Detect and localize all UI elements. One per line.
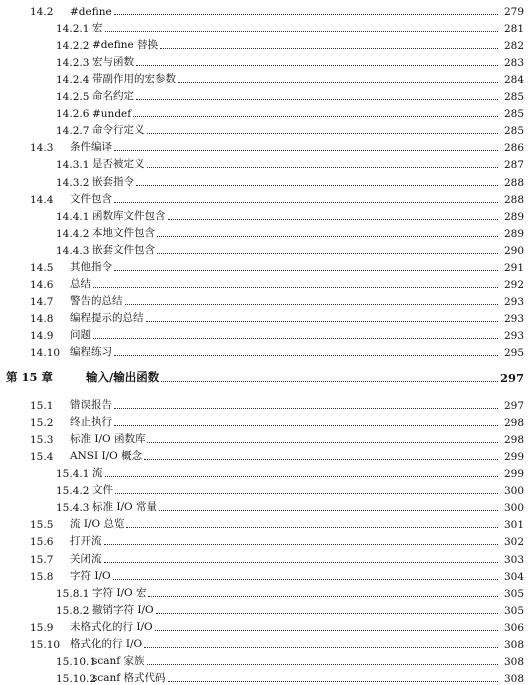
dot-leader (147, 133, 499, 134)
entry-title: 文件包含 (70, 192, 112, 205)
toc-entry (0, 635, 530, 651)
entry-title: 带副作用的宏参数 (92, 73, 176, 86)
entry-page-number: 297 (503, 400, 524, 413)
entry-number: 15.8 (30, 570, 54, 583)
entry-page-number: 287 (503, 159, 524, 172)
entry-number: 14.2 (30, 6, 54, 18)
toc-entry (0, 292, 530, 308)
dot-leader (114, 202, 498, 203)
dot-leader (114, 150, 498, 151)
entry-number: 14.8 (30, 312, 54, 325)
dot-leader (136, 185, 498, 186)
entry-title: 字符 I/O (70, 569, 111, 582)
entry-title: 标准 I/O 函数库 (70, 433, 146, 446)
toc-entry (0, 53, 530, 69)
entry-number: 15.9 (30, 621, 54, 634)
entry-number: 14.2.2 (56, 40, 90, 53)
entry-title: 字符 I/O 宏 (92, 586, 147, 599)
dot-leader (104, 562, 499, 563)
entry-title: 宏与函数 (92, 56, 134, 69)
entry-number: 14.3.2 (56, 176, 90, 189)
entry-page-number: 279 (503, 6, 524, 18)
entry-page-number: 293 (503, 312, 524, 325)
dot-leader (147, 664, 498, 665)
entry-title: 关闭流 (70, 552, 102, 565)
dot-leader (147, 442, 498, 443)
entry-number: 15.2 (30, 417, 54, 430)
dot-leader (93, 287, 498, 288)
entry-title: 流 I/O 总览 (70, 518, 125, 531)
entry-number: 14.2.1 (56, 23, 90, 36)
toc-entry (0, 601, 530, 617)
toc-entry (0, 652, 530, 668)
entry-title: 撤销字符 I/O (92, 603, 154, 616)
toc-entry (0, 326, 530, 342)
toc-entry (0, 481, 530, 497)
dot-leader (113, 579, 498, 580)
entry-number: 14.9 (30, 329, 54, 342)
entry-page-number: 308 (503, 655, 524, 668)
entry-title: 文件 (92, 484, 113, 497)
entry-page-number: 293 (503, 329, 524, 342)
entry-page-number: 291 (503, 261, 524, 274)
dot-leader (157, 253, 498, 254)
entry-number: 15.4 (30, 451, 54, 464)
toc-entry (0, 241, 530, 257)
toc-entry (0, 70, 530, 86)
entry-title: ANSI I/O 概念 (70, 450, 143, 463)
entry-title: 本地文件包含 (92, 226, 155, 239)
entry-number: 15.8.1 (56, 587, 90, 600)
dot-leader (178, 82, 498, 83)
entry-page-number: 305 (503, 587, 524, 600)
entry-number: 第 15 章 (6, 370, 54, 385)
toc-entry (0, 669, 530, 685)
entry-page-number: 288 (503, 176, 524, 189)
entry-number: 15.10.1 (56, 655, 97, 668)
entry-number: 15.4.1 (56, 468, 90, 481)
toc-entry (0, 224, 530, 240)
entry-title: 警告的总结 (70, 294, 123, 307)
toc-entry (0, 87, 530, 103)
entry-number: 14.2.6 (56, 108, 90, 121)
entry-number: 15.7 (30, 553, 54, 566)
entry-page-number: 308 (503, 672, 524, 685)
entry-title: 命令行定义 (92, 124, 145, 137)
entry-title: 总结 (70, 277, 91, 290)
entry-number: 15.8.2 (56, 604, 90, 617)
entry-number: 15.4.3 (56, 502, 90, 515)
toc-entry (0, 584, 530, 600)
entry-title: 输入/输出函数 (86, 370, 160, 385)
entry-page-number: 305 (503, 604, 524, 617)
toc-entry (0, 309, 530, 325)
entry-page-number: 285 (503, 108, 524, 121)
dot-leader (114, 355, 498, 356)
dot-leader (133, 116, 498, 117)
dot-leader (160, 48, 498, 49)
entry-title: scanf 家族 (92, 654, 145, 667)
entry-title: #define 替换 (92, 39, 159, 52)
toc-entry (0, 36, 530, 52)
entry-title: 是否被定义 (92, 158, 145, 171)
entry-number: 14.3.1 (56, 159, 90, 172)
entry-page-number: 292 (503, 278, 524, 291)
toc-entry (0, 413, 530, 429)
entry-number: 14.2.3 (56, 57, 90, 70)
entry-title: 函数库文件包含 (92, 209, 166, 222)
entry-page-number: 293 (503, 295, 524, 308)
entry-title: 格式化的行 I/O (70, 637, 143, 650)
entry-page-number: 299 (503, 451, 524, 464)
dot-leader (168, 219, 499, 220)
dot-leader (136, 65, 498, 66)
entry-title: 错误报告 (70, 399, 112, 412)
entry-title: 命名约定 (92, 90, 134, 103)
toc-entry (0, 498, 530, 514)
entry-page-number: 284 (503, 74, 524, 87)
toc-entry (0, 447, 530, 463)
toc-entry (0, 430, 530, 446)
entry-page-number: 283 (503, 57, 524, 70)
entry-page-number: 301 (503, 519, 524, 532)
entry-page-number: 299 (503, 468, 524, 481)
dot-leader (125, 304, 499, 305)
entry-title: 问题 (70, 328, 91, 341)
dot-leader (105, 31, 499, 32)
entry-page-number: 289 (503, 227, 524, 240)
dot-leader (115, 493, 498, 494)
toc-entry (0, 515, 530, 531)
entry-number: 14.10 (30, 347, 61, 359)
toc-entry (0, 464, 530, 480)
dot-leader (148, 596, 498, 597)
toc-entry (0, 207, 530, 223)
entry-number: 15.4.2 (56, 485, 90, 498)
entry-number: 14.2.7 (56, 125, 90, 138)
entry-title: 打开流 (70, 535, 102, 548)
entry-page-number: 302 (503, 536, 524, 549)
entry-title: #undef (92, 108, 132, 121)
dot-leader (126, 527, 498, 528)
toc-entry (0, 532, 530, 548)
entry-page-number: 300 (503, 502, 524, 515)
entry-title: 未格式化的行 I/O (70, 620, 153, 633)
entry-page-number: 297 (500, 371, 525, 386)
toc-entry (0, 567, 530, 583)
entry-title: #define (70, 6, 112, 18)
entry-number: 15.3 (30, 434, 54, 447)
dot-leader (93, 338, 498, 339)
entry-title: 嵌套文件包含 (92, 243, 155, 256)
entry-number: 15.6 (30, 536, 54, 549)
entry-title: 嵌套指令 (92, 175, 134, 188)
entry-number: 14.4.2 (56, 227, 90, 240)
dot-leader (114, 408, 498, 409)
entry-number: 14.6 (30, 278, 54, 291)
dot-leader (161, 381, 498, 382)
toc-entry (0, 121, 530, 137)
dot-leader (136, 99, 498, 100)
chapter-entry (0, 369, 530, 385)
entry-title: 条件编译 (70, 141, 112, 154)
dot-leader (155, 630, 498, 631)
toc-entry (0, 104, 530, 120)
entry-page-number: 286 (503, 142, 524, 155)
entry-title: 标准 I/O 常量 (92, 501, 157, 514)
toc-entry (0, 190, 530, 206)
toc-entry (0, 396, 530, 412)
entry-number: 15.10.2 (56, 672, 97, 685)
entry-page-number: 285 (503, 125, 524, 138)
entry-page-number: 308 (503, 638, 524, 651)
dot-leader (146, 321, 499, 322)
entry-title: 宏 (92, 22, 103, 35)
dot-leader (105, 476, 499, 477)
dot-leader (114, 425, 498, 426)
entry-page-number: 289 (503, 210, 524, 223)
entry-page-number: 306 (503, 621, 524, 634)
toc-entry (0, 343, 530, 359)
dot-leader (156, 613, 498, 614)
dot-leader (157, 236, 498, 237)
entry-page-number: 304 (503, 570, 524, 583)
entry-title: 终止执行 (70, 416, 112, 429)
entry-number: 14.5 (30, 261, 54, 274)
entry-number: 14.4.3 (56, 244, 90, 257)
dot-leader (159, 510, 498, 511)
entry-page-number: 303 (503, 553, 524, 566)
dot-leader (168, 681, 498, 682)
entry-page-number: 281 (503, 23, 524, 36)
entry-title: 其他指令 (70, 260, 112, 273)
dot-leader (144, 647, 498, 648)
toc-entry (0, 550, 530, 566)
toc-entry (0, 618, 530, 634)
dot-leader (114, 14, 498, 15)
entry-number: 14.4.1 (56, 210, 90, 223)
entry-number: 15.1 (30, 400, 54, 413)
entry-number: 15.10 (30, 638, 61, 651)
entry-page-number: 288 (503, 193, 524, 206)
toc-entry (0, 19, 530, 35)
dot-leader (147, 167, 499, 168)
dot-leader (114, 270, 498, 271)
entry-page-number: 295 (503, 347, 524, 359)
entry-number: 14.3 (30, 142, 54, 155)
entry-number: 15.5 (30, 519, 54, 532)
entry-number: 14.4 (30, 193, 54, 206)
entry-title: 编程练习 (70, 346, 112, 358)
toc-entry (0, 275, 530, 291)
entry-title: 流 (92, 467, 103, 480)
toc-entry (0, 138, 530, 154)
entry-page-number: 298 (503, 417, 524, 430)
dot-leader (104, 544, 499, 545)
entry-page-number: 290 (503, 244, 524, 257)
toc-entry (0, 2, 530, 18)
toc-entry (0, 258, 530, 274)
dot-leader (144, 459, 498, 460)
entry-number: 14.2.4 (56, 74, 90, 87)
entry-page-number: 282 (503, 40, 524, 53)
entry-page-number: 300 (503, 485, 524, 498)
entry-number: 14.2.5 (56, 91, 90, 104)
entry-title: scanf 格式代码 (92, 671, 166, 684)
entry-number: 14.7 (30, 295, 54, 308)
entry-page-number: 285 (503, 91, 524, 104)
toc-entry (0, 173, 530, 189)
entry-page-number: 298 (503, 434, 524, 447)
entry-title: 编程提示的总结 (70, 311, 144, 324)
toc-entry (0, 155, 530, 171)
